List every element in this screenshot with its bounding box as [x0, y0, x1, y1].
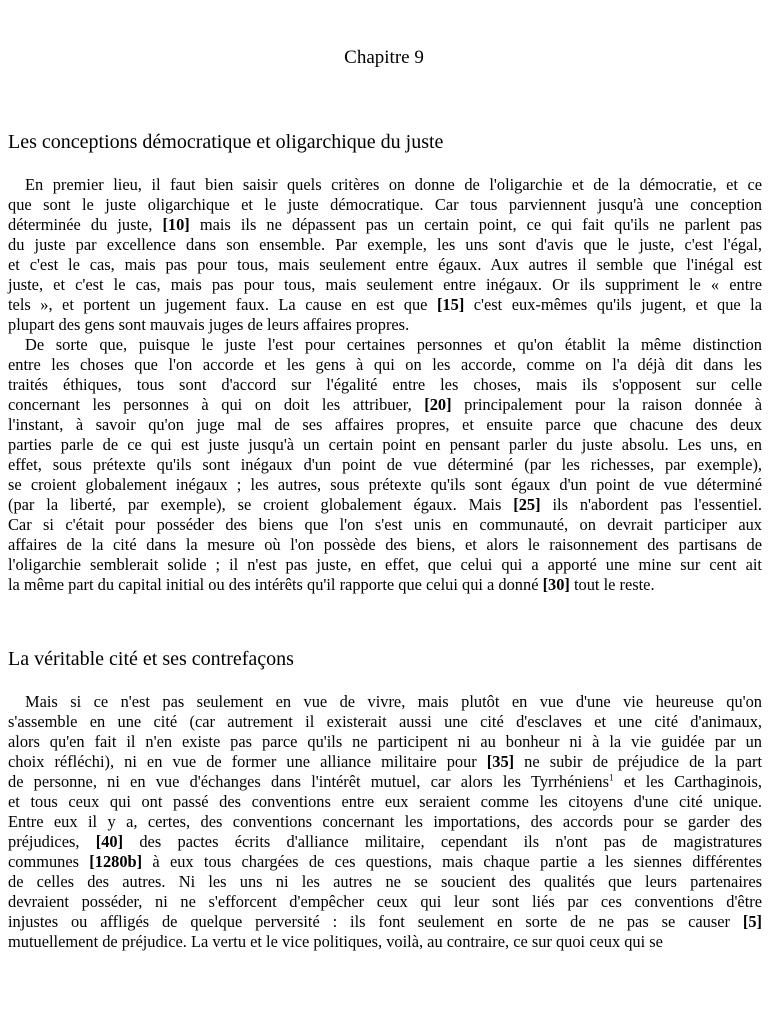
text-segment: De sorte que, puisque le juste l'est pour certaines personnes et qu'on établit la même distinction [25, 335, 762, 354]
text-segment: la même part du capital initial ou des intérêts qu'il rapporte que celui qui a donné [8, 575, 543, 594]
text-segment: effet, sous prétexte qu'ils sont inégaux d'un point de vue déterminé (par les richesses, par exemple), [8, 455, 762, 474]
text-segment: tout le reste. [569, 575, 655, 594]
text-line [8, 315, 762, 335]
text-line [8, 535, 762, 555]
text-segment: c'est eux-mêmes qu'ils jugent, et que la [464, 295, 762, 314]
text-segment: choix réfléchi), ni en vue de former une alliance militaire pour [8, 752, 487, 771]
text-segment: et c'est le cas, mais pas pour tous, mais seulement entre égaux. Aux autres il semble que l'inégal est [8, 255, 762, 274]
text-segment: (par la liberté, par exemple), se croient globalement égaux. Mais [8, 495, 514, 514]
text-line [8, 892, 762, 912]
line-reference: [40] [95, 832, 124, 851]
line-reference: [5] [742, 912, 762, 931]
text-line [8, 455, 762, 475]
section-body [8, 175, 762, 595]
text-segment: à eux tous chargées de ces questions, mais chaque partie a les siennes différentes [142, 852, 762, 871]
text-segment: que sont le juste oligarchique et le juste démocratique. Car tous parviennent jusqu'à une conception [8, 195, 762, 214]
text-line [8, 692, 762, 712]
text-line [8, 295, 762, 315]
text-line [8, 732, 762, 752]
text-line [8, 475, 762, 495]
text-segment: communes [8, 852, 90, 871]
line-reference: [1280b] [89, 852, 143, 871]
text-segment: de personne, ni en vue d'échanges dans l'intérêt mutuel, car alors les Tyrrhéniens [8, 772, 610, 791]
text-segment: injustes ou affligés de quelque perversité : ils font seulement en sorte de ne pas se causer [8, 912, 743, 931]
text-line [8, 832, 762, 852]
line-reference: [10] [162, 215, 190, 234]
text-line [8, 932, 762, 952]
line-reference: [20] [424, 395, 452, 414]
text-segment: ne subir de préjudice de la part [514, 752, 762, 771]
text-segment: du juste par excellence dans son ensemble. Par exemple, les uns sont d'avis que le juste, c'est l'égal, [8, 235, 762, 254]
text-segment: des pactes écrits d'alliance militaire, cependant ils n'ont pas de magistratures [123, 832, 762, 851]
text-segment: et les Carthaginois, [613, 772, 762, 791]
text-segment: concernant les personnes à qui on doit les attribuer, [8, 395, 425, 414]
text-segment: s'assemble en une cité (car autrement il existerait aussi une cité d'esclaves et une cité d'animaux, [8, 712, 762, 731]
text-line [8, 752, 762, 772]
chapter-title: Chapitre 9 [344, 47, 424, 68]
text-line [8, 255, 762, 275]
text-segment: préjudices, [8, 832, 96, 851]
text-segment: entre les choses que l'on accorde et les gens à qui on les accorde, comme on l'a déjà dit dans les [8, 355, 762, 374]
text-segment: de celles des autres. Ni les uns ni les autres ne se soucient des qualités que leurs partenaires [8, 872, 762, 891]
line-reference: [35] [486, 752, 515, 771]
text-segment: déterminée du juste, [8, 215, 163, 234]
text-segment: principalement pour la raison donnée à [451, 395, 762, 414]
footnote-marker: 1 [609, 772, 614, 783]
text-line [8, 712, 762, 732]
text-line [8, 355, 762, 375]
line-reference: [30] [542, 575, 570, 594]
text-line [8, 792, 762, 812]
text-line [8, 395, 762, 415]
line-reference: [15] [436, 295, 465, 314]
text-segment: juste, et c'est le cas, mais pas pour tous, mais seulement entre inégaux. Or ils suppriment le « entre [8, 275, 762, 294]
text-segment: Entre eux il y a, certes, des conventions concernant les importations, des accords pour se garder des [8, 812, 762, 831]
text-line [8, 375, 762, 395]
text-segment: ils n'abordent pas l'essentiel. [540, 495, 762, 514]
text-segment: Mais si ce n'est pas seulement en vue de vivre, mais plutôt en vue d'une vie heureuse qu'on [25, 692, 762, 711]
text-line [8, 335, 762, 355]
text-segment: tels », et portent un jugement faux. La cause en est que [8, 295, 437, 314]
text-line [8, 515, 762, 535]
text-segment: se croient globalement inégaux ; les autres, sous prétexte qu'ils sont égaux d'un point de vue déterminé [8, 475, 762, 494]
section-body [8, 692, 762, 952]
text-line [8, 912, 762, 932]
text-segment: l'instant, à savoir qu'on juge mal de ses affaires propres, et ensuite parce que chacune des deux [8, 415, 762, 434]
text-line [8, 495, 762, 515]
text-line [8, 772, 762, 792]
text-segment: mutuellement de préjudice. La vertu et le vice politiques, voilà, au contraire, ce sur quoi ceux qui se [8, 932, 663, 951]
text-line [8, 175, 762, 195]
text-segment: Car si c'était pour posséder des biens que l'on s'est unis en communauté, on devrait participer aux [8, 515, 762, 534]
section-heading: La véritable cité et ses contrefaçons [8, 648, 294, 670]
text-line [8, 852, 762, 872]
text-line [8, 235, 762, 255]
text-line [8, 555, 762, 575]
text-segment: alors qu'en fait il n'en existe pas parce qu'ils ne participent ni au bonheur ni à la vie guidée par un [8, 732, 762, 751]
text-line [8, 575, 762, 595]
text-segment: l'oligarchie semblerait solide ; il n'est pas juste, en effet, que celui qui a apporté une mine sur cent ait [8, 555, 762, 574]
line-reference: [25] [513, 495, 541, 514]
text-line [8, 275, 762, 295]
text-segment: parties parle de ce qui est juste jusqu'à un certain point en pensant parler du juste absolu. Les uns, en [8, 435, 762, 454]
text-segment: devraient posséder, ni ne s'efforcent d'empêcher ceux qui leur sont liés par ces conventions d'être [8, 892, 762, 911]
text-line [8, 195, 762, 215]
text-segment: traités éthiques, tous sont d'accord sur l'égalité entre les choses, mais ils s'opposent sur celle [8, 375, 762, 394]
text-line [8, 415, 762, 435]
text-segment: mais ils ne dépassent pas un certain point, ce qui fait qu'ils ne parlent pas [189, 215, 762, 234]
text-segment: affaires de la cité dans la mesure où l'on possède des biens, et alors le raisonnement des partisans de [8, 535, 762, 554]
text-segment: En premier lieu, il faut bien saisir quels critères on donne de l'oligarchie et de la démocratie, et ce [25, 175, 762, 194]
text-line [8, 435, 762, 455]
text-segment: et tous ceux qui ont passé des conventions entre eux seraient comme les citoyens d'une cité unique. [8, 792, 762, 811]
text-line [8, 215, 762, 235]
text-segment: plupart des gens sont mauvais juges de leurs affaires propres. [8, 315, 410, 334]
section-heading: Les conceptions démocratique et oligarchique du juste [8, 131, 444, 153]
text-line [8, 872, 762, 892]
text-line [8, 812, 762, 832]
